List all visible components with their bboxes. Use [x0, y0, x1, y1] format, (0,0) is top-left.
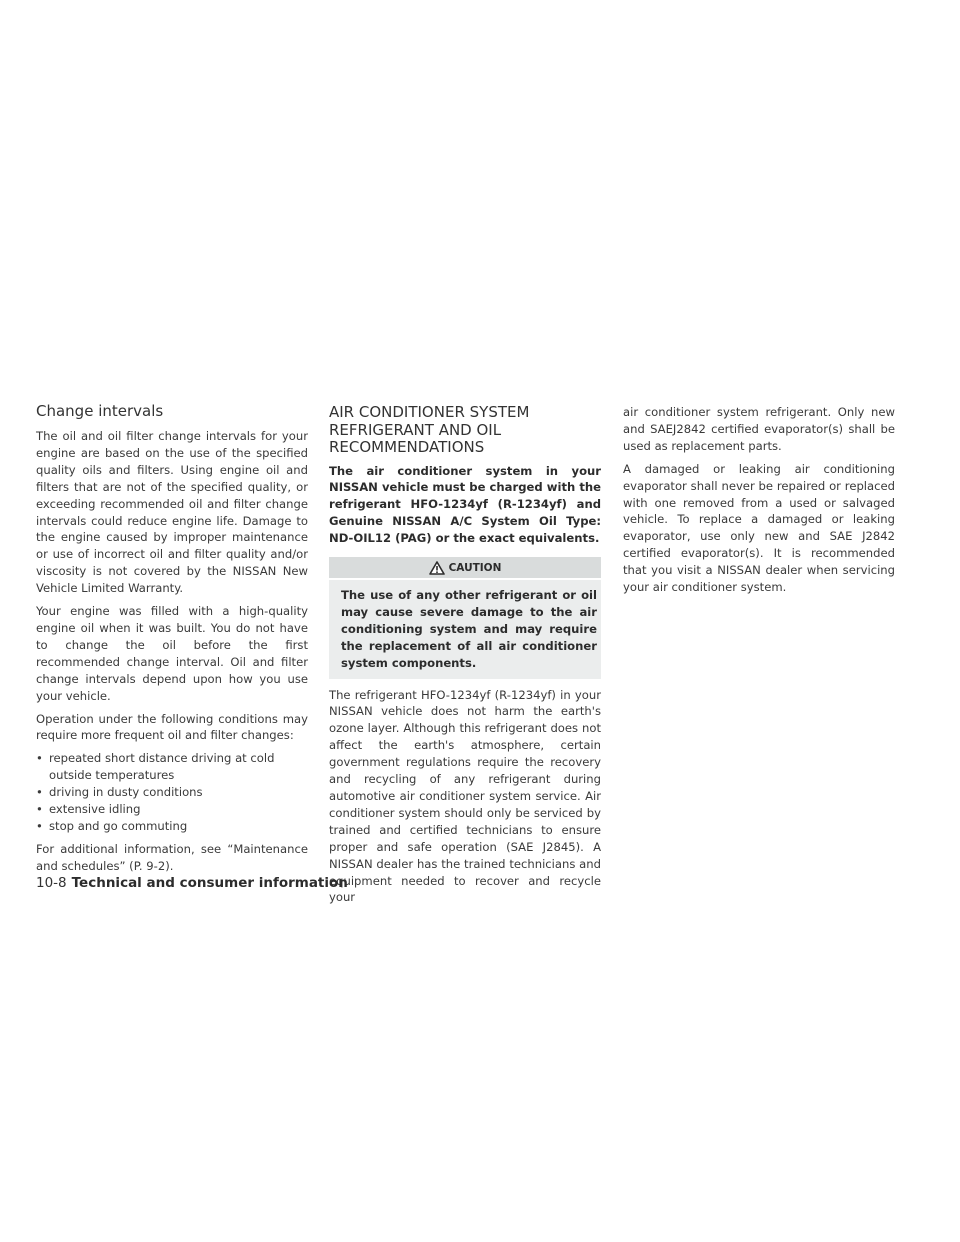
section-heading-change-intervals: Change intervals	[36, 402, 164, 420]
section-heading-ac-refrigerant: AIR CONDITIONER SYSTEM REFRIGERANT AND OIL RECOMMENDATIONS	[329, 403, 530, 456]
bullet-icon: •	[36, 802, 43, 817]
caution-header	[329, 557, 601, 578]
cross-reference-paragraph: For additional information, see “Maintenance and schedules” (P. 9-2).	[36, 841, 308, 873]
paragraph: air conditioner system refrigerant. Only new and SAEJ2842 certified evaporator(s) shall be used as replacement parts.	[623, 405, 895, 453]
paragraph: Your engine was filled with a high-quality engine oil when it was built. You do not have to change the oil before the first recommended change interval. Oil and filter change intervals depend upon how you use your vehicle.	[36, 604, 308, 703]
paragraph: Operation under the following conditions may require more frequent oil and filter changes:	[36, 711, 308, 743]
caution-box	[329, 580, 601, 679]
list-item: • repeated short distance driving at cold outside temperatures	[36, 751, 275, 783]
conditions-list	[36, 750, 308, 835]
footer-section-title: Technical and consumer information	[71, 875, 348, 891]
paragraph: A damaged or leaking air conditioning evaporator shall never be repaired or replaced with one removed from a used or salvaged vehicle. To replace a damaged or leaking evaporator, use only new and SAE J2842 certified evaporator(s). It is recommended that you visit a NISSAN dealer when servicing your air conditioner system.	[623, 461, 895, 595]
bullet-icon: •	[36, 751, 43, 766]
column-middle	[329, 404, 601, 912]
page-number: 10-8	[36, 875, 67, 891]
column-left	[36, 402, 308, 881]
list-item: • driving in dusty conditions	[36, 785, 203, 800]
page-footer	[36, 875, 348, 891]
warning-triangle-icon	[429, 561, 445, 575]
paragraph: The refrigerant HFO-1234yf (R-1234yf) in your NISSAN vehicle does not harm the earth's ozone layer. Although this refrigerant does not affect the earth's atmosphere, certain government regulations require the recovery and recycling of any refrigerant during automotive air conditioner system service. Air conditioner system should only be serviced by trained and certified technicians to ensure proper and safe operation (SAE J2845). A NISSAN dealer has the trained technicians and equipment needed to recover and recycle your	[329, 687, 601, 905]
bullet-icon: •	[36, 818, 43, 833]
caution-label: CAUTION	[448, 561, 502, 574]
column-right	[623, 404, 895, 602]
bullet-icon: •	[36, 785, 43, 800]
paragraph: The oil and oil filter change intervals for your engine are based on the use of the specified quality oils and filters. Using engine oil and filters that are not of the specified quality, or exceeding recommended oil and filter change intervals could reduce engine life. Damage to the engine caused by improper maintenance or use of incorrect oil and filter quality and/or viscosity is not covered by the NISSAN New Vehicle Limited Warranty.	[36, 429, 308, 596]
caution-text: The use of any other refrigerant or oil may cause severe damage to the air conditioning system and may require the replacement of all air conditioner system components.	[341, 588, 597, 670]
bold-intro-paragraph: The air conditioner system in your NISSAN vehicle must be charged with the refrigerant HFO-1234yf (R-1234yf) and Genuine NISSAN A/C System Oil Type: ND-OIL12 (PAG) or the exact equivalents.	[329, 463, 601, 546]
list-item: • stop and go commuting	[36, 818, 188, 833]
list-item: • extensive idling	[36, 802, 141, 817]
